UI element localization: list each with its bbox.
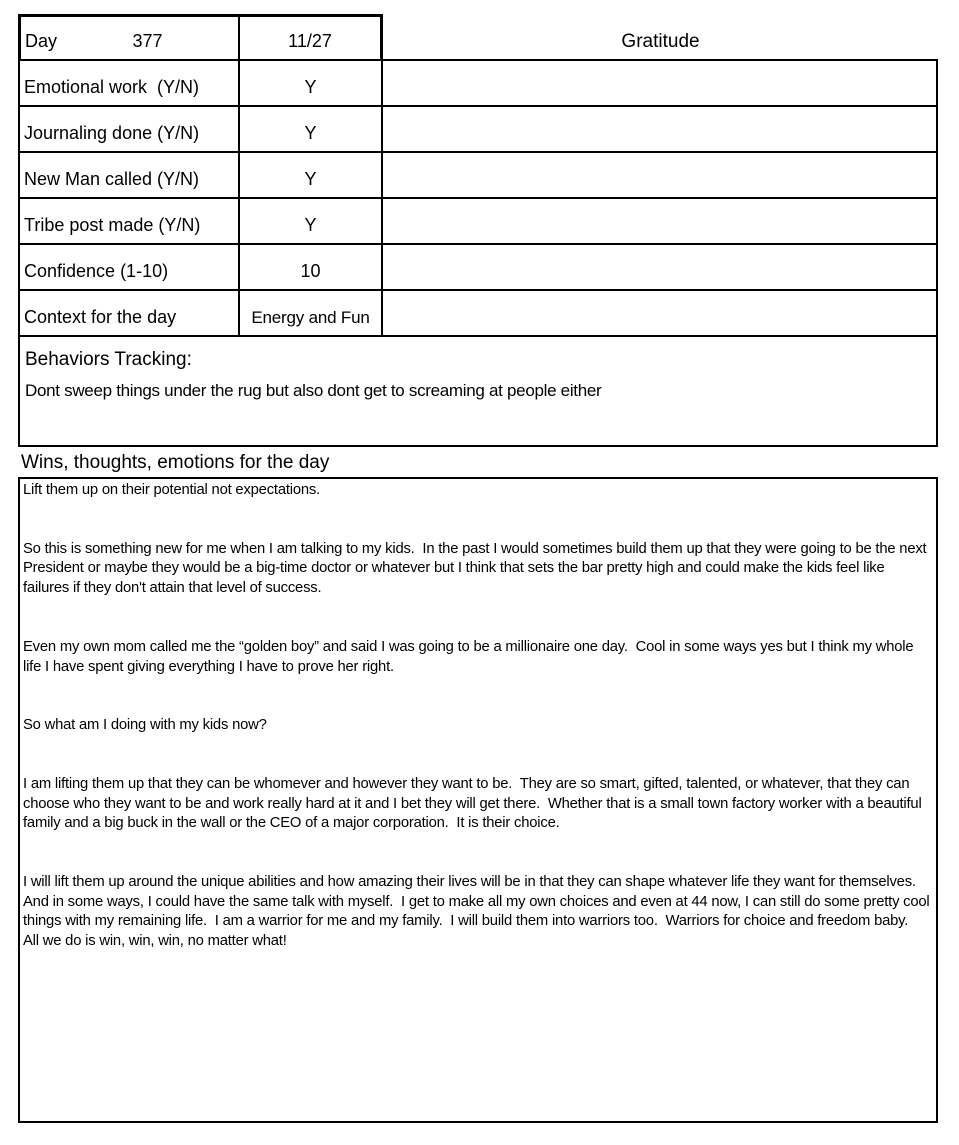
- gratitude-header-cell: [383, 14, 938, 61]
- cell-journaling-value[interactable]: Y: [240, 107, 383, 153]
- cell-emotional-work-label: Emotional work (Y/N): [18, 61, 240, 107]
- gratitude-header: Gratitude: [621, 31, 700, 52]
- day-number: 377: [132, 31, 163, 51]
- cell-new-man-called-label: New Man called (Y/N): [18, 153, 240, 199]
- cell-day[interactable]: [18, 14, 240, 61]
- journal-paragraph: I will lift them up around the unique abilities and how amazing their lives will be in that they can shape whatever life they want for themselves. And in some ways, I could have the same talk with myself. I get to make all my own choices and even at 44 now, I can still do some pretty cool things with my remaining life. I am a warrior for me and my family. I will build them into warriors too. Warriors for choice and freedom baby. All we do is win, win, win, no matter what!: [23, 874, 934, 950]
- cell-confidence-value[interactable]: 10: [240, 245, 383, 291]
- gratitude-cell-1[interactable]: [383, 61, 938, 107]
- tracker-table: [18, 14, 938, 337]
- behaviors-tracking-box[interactable]: [18, 335, 938, 447]
- day-label: Day: [25, 31, 58, 51]
- gratitude-cell-3[interactable]: [383, 153, 938, 199]
- date-value: 11/27: [288, 31, 332, 51]
- wins-heading: Wins, thoughts, emotions for the day: [21, 452, 330, 473]
- cell-tribe-post-value[interactable]: Y: [240, 199, 383, 245]
- gratitude-cell-4[interactable]: [383, 199, 938, 245]
- gratitude-cell-5[interactable]: [383, 245, 938, 291]
- journal-paragraph: Even my own mom called me the “golden boy” and said I was going to be a millionaire one day. Cool in some ways yes but I think my whole life I have spent giving everything I have to prove her right.: [23, 638, 918, 675]
- gratitude-cell-2[interactable]: [383, 107, 938, 153]
- behaviors-tracking-note: Dont sweep things under the rug but also dont get to screaming at people either: [25, 381, 602, 400]
- cell-context-value[interactable]: Energy and Fun: [240, 291, 383, 337]
- cell-new-man-called-value[interactable]: Y: [240, 153, 383, 199]
- cell-tribe-post-label: Tribe post made (Y/N): [18, 199, 240, 245]
- gratitude-cell-6[interactable]: [383, 291, 938, 337]
- journal-paragraph: I am lifting them up that they can be whomever and however they want to be. They are so smart, gifted, talented, or whatever, that they can choose who they want to be and work really hard at it and I bet they will get there. Whether that is a small town factory worker with a beautiful family and a big buck in the wall or the CEO of a major corporation. It is their choice.: [23, 775, 926, 832]
- journal-paragraph: So what am I doing with my kids now?: [23, 717, 267, 734]
- behaviors-tracking-title: Behaviors Tracking:: [25, 349, 192, 370]
- cell-confidence-label: Confidence (1-10): [18, 245, 240, 291]
- journal-paragraph: So this is something new for me when I am talking to my kids. In the past I would sometimes build them up that they were going to be the next President or maybe they would be a big-time doctor or whatever but I think that sets the bar pretty high and could make the kids feel like failures if they don't attain that level of success.: [23, 540, 931, 597]
- cell-emotional-work-value[interactable]: Y: [240, 61, 383, 107]
- journal-text-box[interactable]: [18, 477, 938, 1123]
- journal-paragraph: Lift them up on their potential not expectations.: [23, 482, 321, 498]
- cell-journaling-label: Journaling done (Y/N): [18, 107, 240, 153]
- cell-date[interactable]: [240, 14, 383, 61]
- cell-context-label: Context for the day: [18, 291, 240, 337]
